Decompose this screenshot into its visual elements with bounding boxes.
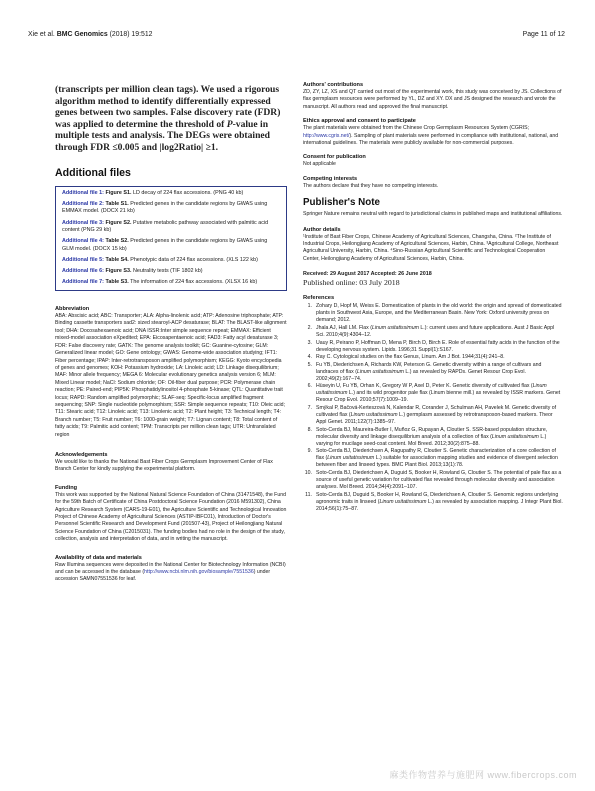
running-head: [28, 31, 153, 38]
acknowledgements-heading: Acknowledgements: [55, 451, 108, 458]
references-heading: References: [303, 295, 335, 302]
availability-heading: Availability of data and materials: [55, 554, 142, 561]
availability-text: Raw Illumina sequences were deposited in the National Center for Biotechnology Information (NCBI) and can be accessed in the database (http://www.ncbi.nlm.nih.gov/biosample/7551536) under accession SAMN07551536 for leaf.: [55, 561, 286, 583]
contributions-section: [303, 82, 563, 111]
consent-heading: Consent for publication: [303, 154, 366, 161]
availability-section: [55, 555, 287, 584]
site-watermark: 麻类作物营养与施肥网 www.fibercrops.com: [389, 770, 577, 780]
page-number: Page 11 of 12: [522, 31, 565, 38]
additional-files-heading: Additional files: [55, 166, 131, 179]
methods-continuation: (transcripts per million clean tags). We used a rigorous algorithm method to identify differentially expressed genes between two samples. False discovery rate (FDR) was applied to determine the threshold of P-value in multiple tests and analysis. The DEGs were obtained through FDR ≤0.005 and |log2Ratio| ≥1.: [55, 84, 281, 153]
ethics-heading: Ethics approval and consent to participate: [303, 118, 416, 125]
reference-item: 5. Fu YB, Diederichsen A, Richards KW, Peterson G. Genetic diversity within a range of cultivars and landraces of flax (Linum usitatissimum L.) as revealed by RAPDs. Genet Resour Crop Evol. 2002;49(2):167–74.: [307, 361, 542, 382]
received-accepted-dates: Received: 29 August 2017 Accepted: 26 June 2018: [303, 271, 432, 278]
contributions-heading: Authors' contributions: [303, 82, 364, 88]
ncbi-link[interactable]: http://www.ncbi.nlm.nih.gov/biosample/7551536: [144, 569, 254, 576]
reference-item: 7. Smýkal P, Bačová-Kerteszová N, Kalendar R, Corander J, Schulman AH, Pavelek M. Genetic diversity of cultivated flax (Linum usitatissimum L.) germplasm assessed by retrotransposon-based markers. Theor Appl Genet. 2011;122(7):1385–97.: [307, 404, 557, 426]
ethics-section: [303, 118, 563, 147]
competing-text: The authors declare that they have no competing interests.: [303, 182, 439, 189]
funding-text: This work was supported by the National Natural Science Foundation of China (31471548), the Fund for the 59th Batch of Certificate of China Postdoctoral Science Foundation (2016 M591302), China Agriculture Research System (CARS-19-E01), the Agriculture Scientific and Technological Innovation Project of Chinese Academy of Agricultural Sciences (ASTIP-IBFC01), Introduction of Doctor's Personnel Scientific Research and Development Fund (201507-43), Project of Heilongjiang Natural Science Foundation of China (C2015031). The funding bodies had no role in the design of the study, collection, analysis and interpretation of data, and in writing the manuscript.: [55, 491, 287, 543]
additional-file-item[interactable]: Additional file 6: Figure S3. Neutrality tests (TIF 1802 kb): [62, 268, 203, 275]
publisher-note-heading: Publisher's Note: [303, 197, 380, 209]
running-head-authors: Xie et al.: [28, 31, 55, 38]
abbreviation-text: ABA: Abscisic acid; ABC: Transporter; ALA: Alpha-linolenic acid; ATP: Adenosine triphosphate; ATP: Binding cassette transporters sad2: sized stearoyl-ACP desaturase; BLAT: The BLAST-like alignment tool; DHA: Docosahexaenoic acid; DNA ISSR:Inter simple sequence repeat; EMMAX: Efficient mixed-model association eXpedited; EPA: Eicosapentaenoic acid; FAD3: Fatty acyl desaturase 3; FDR: False discovery rate; GATK: The genome analysis toolkit; GC: Guanine-cytosine; GLM: Generalized linear model; GO: Gene ontology; GWAS: Genome-wide association studying; IFT1: Fiber percentage; IPAP: Inter-retrotransposon amplified polymorphism; KEGG: Kyoto encyclopedia of genes and genomes; KOH: Potassium hydroxide; LA: Linoleic acid; LD: Linkage disequilibrium; MAF: Minor allele frequency; MEGA 6: Molecular evolutionary genetics analysis version 6; MLM: Mixed Linear model; NaCl: Sodium chloride; OF: Oil-fiber dual purpose; PCR: Polymerase chain reaction; PE: Paired-end; PIP5K: Phosphatidylinositol 4-phosphate 5-kinase; QTL: Quantitative trait locus; RAPD: Random amplified polymorphic; SLAF-seq: Specific-locus amplified fragment sequencing; SNP: Single nucleotide polymorphism; SSR: Simple sequence repeats; T10: Oleic acid; T11: Stearic acid; T12: Linoleic acid; T13: Linolenic acid; T2: Plant height; T3: Technical length; T4: Branch number; T5: Fruit number; T6: 1000-grain weight; T7: Lignan content; T8: Total content of fatty acids; T9: Palmitic acid content; TPM: Transcripts per million clean tags; UTR: Untranslated region: [55, 313, 287, 438]
reference-item: 6. Hüseyin U, Fu YB, Orhan K, Gregory W P, Axel D, Peter K. Genetic diversity of cultivated flax (Linum usitatissimum L.) and its wild progenitor pale flax (Linum bienne mill.) as revealed by ISSR markers. Genet Resour Crop Evol. 2010;57(7):1009–19.: [307, 383, 561, 404]
additional-file-item[interactable]: Additional file 3: Figure S2. Putative metabolic pathway associated with palmitic acid content (PNG 29 kb): [62, 219, 269, 234]
author-details-text: ¹Institute of Bast Fiber Crops, Chinese Academy of Agricultural Sciences, Changsha, China. ²The Institute of Industrial Crops, Heilongjiang Academy of Agricultural Sciences, Harbin, China. ³Agricultural College, Northeast Agricultural University, Harbin, China. ⁴Sino-Russian Agricultural Scientific and Technological Cooperation Center, Heilongjiang Academy of Agricultural Sciences, Harbin, China.: [303, 233, 559, 262]
funding-section: [55, 485, 287, 544]
acknowledgements-text: We would like to thanks the National Bast Fiber Crops Germplasm Improvement Center of Flax Branch Center for kindly supplying the experimental platform.: [55, 458, 273, 473]
reference-item: 3. Uauy R, Peirano P, Hoffman D, Mena P, Birch D, Birch E. Role of essential fatty acids in the function of the developing nervous system. Lipids. 1996;31 Suppl(1):S167.: [307, 339, 560, 353]
running-head-journal: BMC Genomics: [56, 31, 108, 38]
reference-item: 1. Zohary D, Hopf M, Weiss E. Domestication of plants in the old world: the origin and spread of domesticated plants in Southwest Asia, Europe, and the Mediterranean Basin. New York: Oxford university press on demand; 2012.: [307, 303, 562, 324]
right-column: [303, 82, 563, 513]
reference-item: 8. Soto-Cerda BJ, Maureira-Butler I, Muñoz G, Rupayan A, Cloutier S. SSR-based population structure, molecular diversity and linkage disequilibrium analysis of a collection of flax (Linum usitatissimum L.) varying for mucilage seed-coat content. Mol Breed. 2012;30(2):875–88.: [307, 426, 548, 447]
references-list: [303, 303, 563, 513]
contributions-text: ZD, ZY, LZ, XS and QT carried out most of the experimental work, this study was conceived by JS. Collections of flax germplasm resources were performed by YL, DZ and XY. DX and JS designed the research and wrote the manuscript. All authors read and approved the final manuscript.: [303, 89, 562, 110]
additional-file-item[interactable]: Additional file 1: Figure S1. LD decay of 224 flax accessions. (PNG 40 kb): [62, 189, 244, 196]
consent-text: Not applicable: [303, 161, 336, 168]
additional-file-item[interactable]: Additional file 7: Table S3. The information of 224 flax accessions. (XLSX 16 kb): [62, 279, 258, 286]
abbreviation-section: [55, 306, 287, 439]
ethics-text: The plant materials were obtained from the Chinese Crop Germplasm Resources System (CGRIS; http://www.cgris.net/). Sampling of plant materials were performed in compliance with institutional, national, and international guidelines. The materials were publicly available for non-commercial purposes.: [303, 125, 559, 147]
published-online-date: Published online: 03 July 2018: [303, 278, 400, 288]
additional-file-item[interactable]: Additional file 2: Table S1. Predicted genes in the candidate regions by GWAS using EMMAX model. (DOCX 21 kb): [62, 200, 268, 215]
reference-item: 2. Jhala AJ, Hall LM. Flax (Linum usitatissimum L.): current uses and future applications. Aust J Basic Appl Sci. 2010;4(9):4304–12.: [307, 324, 555, 339]
reference-item: 9. Soto-Cerda BJ, Diederichsen A, Ragupathy R, Cloutier S. Genetic characterization of a core collection of flax (Linum usitatissimum L.) suitable for association mapping studies and evidence of divergent selection between fiber and linseed types. BMC Plant Biol. 2013;13(1):78.: [307, 448, 558, 469]
publisher-note-text: Springer Nature remains neutral with regard to jurisdictional claims in published maps and institutional affiliations.: [303, 211, 563, 218]
running-head-citation: (2018) 19:512: [109, 31, 153, 38]
funding-heading: Funding: [55, 484, 78, 491]
acknowledgements-section: [55, 452, 287, 474]
consent-section: [303, 154, 563, 168]
additional-files-box: [55, 186, 287, 292]
author-details-heading: Author details: [303, 226, 341, 233]
reference-item: 11. Soto-Cerda BJ, Duguid S, Booker H, Rowland G, Diederichsen A, Cloutier S. Genomic regions underlying agronomic traits in linseed (Linum usitatissimum L.) as revealed by association mapping. J Integr Plant Biol. 2014;56(1):75–87.: [305, 491, 563, 512]
additional-file-item[interactable]: Additional file 4: Table S2. Predicted genes in the candidate regions by GWAS using GLM model. (DOCX 15 kb): [62, 238, 268, 252]
reference-item: 10. Soto-Cerda BJ, Diederichsen A, Duguid S, Booker H, Rowland G, Cloutier S. The potential of pale flax as a source of useful genetic variation for cultivated flax revealed through molecular diversity and association analyses. Mol Breed. 2014;34(4):2091–107.: [304, 469, 562, 491]
cgris-link[interactable]: http://www.cgris.net/: [303, 132, 350, 139]
page-header: [28, 31, 565, 43]
reference-item: 4. Ray C. Cytological studies on the flax Genus, Linum. Am J Bot. 1944;31(4):241–8.: [307, 354, 505, 361]
additional-file-item[interactable]: Additional file 5: Table S4. Phenotypic data of 224 flax accessions. (XLS 122 kb): [62, 257, 258, 264]
author-details-section: [303, 227, 563, 264]
left-column: [55, 84, 287, 591]
competing-section: [303, 176, 563, 190]
abbreviation-heading: Abbreviation: [55, 306, 90, 313]
competing-heading: Competing interests: [303, 175, 358, 182]
